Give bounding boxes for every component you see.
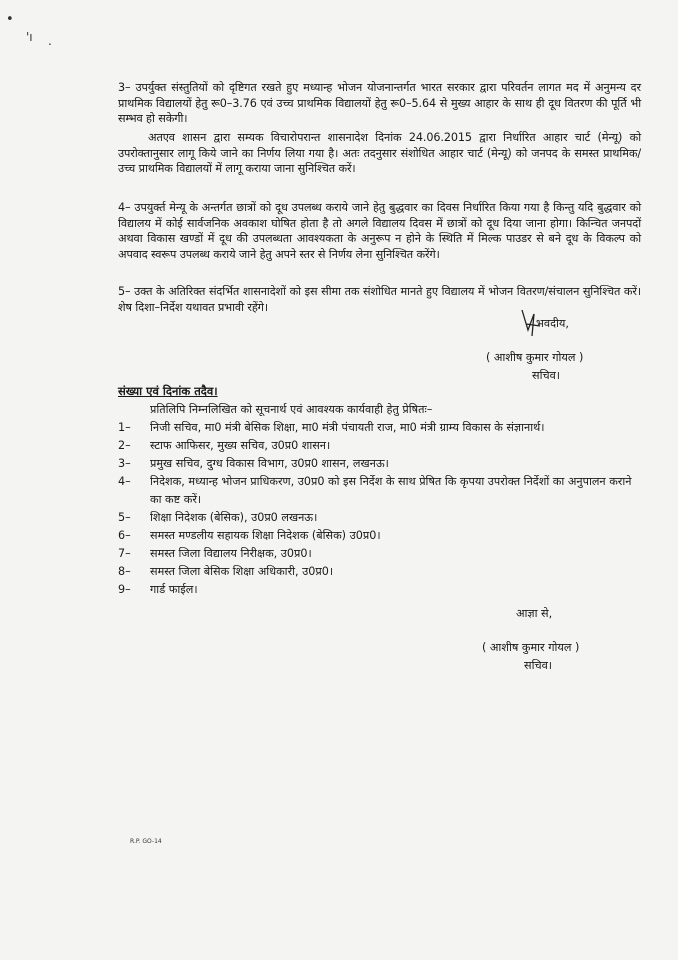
signatory-name: ( आशीष कुमार गोयल )	[486, 351, 584, 364]
closing-salutation: भवदीय,	[536, 317, 569, 330]
margin-mark: •	[6, 12, 14, 27]
paragraph-3: 3– उपर्युक्त संस्तुतियों को दृष्टिगत रखते हुए मध्यान्ह भोजन योजनान्तर्गत भारत सरकार द्वारा परिवर्तन लागत मद में अनुमन्य दर प्राथमिक विद्यालयों हेतु रू0–3.76 एवं उच्च प्राथमिक विद्यालयों हेतु रू0–5.64 से मुख्य आहार के साथ ही दूध वितरण की पूर्ति भी सम्भव हो सकेगी।	[118, 81, 641, 125]
list-item: 8– समस्त जिला बेसिक शिक्षा अधिकारी, उ0प्र0।	[118, 565, 334, 578]
paragraph-5: 5– उक्त के अतिरिक्त संदर्भित शासनादेशों को इस सीमा तक संशोधित मानते हुए विद्यालय में भोजन वितरण/संचालन सुनिश्चित करें। शेष दिशा–निर्देश यथावत प्रभावी रहेंगे।	[118, 285, 641, 314]
form-code: R.P. GO-14	[130, 838, 162, 845]
list-item: 2– स्टाफ आफिसर, मुख्य सचिव, उ0प्र0 शासन।	[118, 439, 331, 452]
list-item: 3– प्रमुख सचिव, दुग्ध विकास विभाग, उ0प्र0 शासन, लखनऊ।	[118, 457, 389, 470]
list-item: 4– निदेशक, मध्यान्ह भोजन प्राधिकरण, उ0प्र0 को इस निर्देश के साथ प्रेषित कि कृपया उपरोक्त निर्देशों का अनुपालन कराने का कष्ट करें।	[118, 475, 632, 506]
list-item: 6– समस्त मण्डलीय सहायक शिक्षा निदेशक (बेसिक) उ0प्र0।	[118, 529, 381, 542]
paragraph-atah: अतएव शासन द्वारा सम्यक विचारोपरान्त शासनादेश दिनांक 24.06.2015 द्वारा निर्धारित आहार चार्ट (मेन्यू) को उपरोक्तानुसार लागू किये जाने का निर्णय लिया गया है। अतः तदनुसार संशोधित आहार चार्ट (मेन्यू) को जनपद के समस्त प्राथमिक/उच्च प्राथमिक विद्यालयों में लागू कराया जाना सुनिश्चित करें।	[118, 131, 641, 175]
closing-salutation: आज्ञा से,	[516, 607, 553, 620]
list-item: 1– निजी सचिव, मा0 मंत्री बेसिक शिक्षा, मा0 मंत्री पंचायती राज, मा0 मंत्री ग्राम्य विकास के संज्ञानार्थ।	[118, 421, 545, 434]
recipient-list	[118, 419, 638, 599]
copy-intro: प्रतिलिपि निम्नलिखित को सूचनार्थ एवं आवश्यक कार्यवाही हेतु प्रेषितः–	[150, 403, 433, 416]
copy-heading: संख्या एवं दिनांक तदैव।	[118, 384, 218, 398]
list-item: 7– समस्त जिला विद्यालय निरीक्षक, उ0प्र0।	[118, 547, 312, 560]
margin-mark: .	[48, 34, 52, 48]
list-item: 5– शिक्षा निदेशक (बेसिक), उ0प्र0 लखनऊ।	[118, 511, 318, 524]
signatory-title: सचिव।	[532, 369, 561, 382]
signatory-name: ( आशीष कुमार गोयल )	[482, 641, 580, 654]
paragraph-4: 4– उपयुर्क्त मेन्यू के अन्तर्गत छात्रों को दूध उपलब्ध कराये जाने हेतु बुद्धवार का दिवस निर्धारित किया गया है किन्तु यदि बुद्धवार को विद्यालय में कोई सार्वजनिक अवकाश घोषित होता है तो अगले विद्यालय दिवस में छात्रों को दूध दिया जाना होगा। किन्चित जनपदों अथवा विकास खण्डों में दूध की उपलब्धता आवश्यकता के अनुरूप न होने के स्थिति में मिल्क पाउडर से बने दूध के विकल्प को अपवाद स्वरूप उपलब्ध कराये जाने हेतु अपने स्तर से निर्णय लेना सुनिश्चित करेंगे।	[118, 201, 641, 261]
signatory-title: सचिव।	[524, 659, 553, 672]
margin-mark: 'ı	[26, 30, 33, 44]
list-item: 9– गार्ड फाईल।	[118, 583, 198, 596]
